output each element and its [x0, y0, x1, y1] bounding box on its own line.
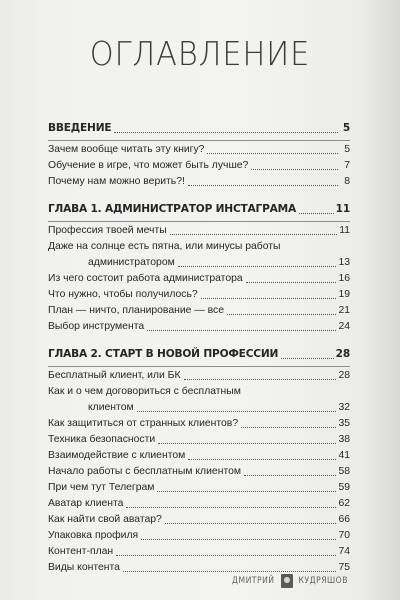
- toc-entry-label: Упаковка профиля: [48, 530, 139, 541]
- leader-dots: [207, 153, 338, 154]
- toc-entry[interactable]: [48, 303, 350, 319]
- toc-entry-label: Взаимодействие с клиентом: [48, 450, 186, 461]
- toc-page-number: 11: [339, 225, 350, 236]
- leader-dots: [123, 571, 337, 572]
- toc-entry[interactable]: [48, 432, 350, 448]
- section-divider: [48, 140, 350, 141]
- leader-dots: [165, 523, 337, 524]
- section-divider: [48, 366, 350, 367]
- page-title: ОГЛАВЛЕНИЕ: [89, 34, 311, 73]
- toc-page-number: 32: [338, 402, 350, 413]
- toc-entry-label-line-2: администратором: [88, 257, 175, 268]
- toc-section-intro: [48, 118, 350, 190]
- toc-heading-label: ГЛАВА 2. СТАРТ В НОВОЙ ПРОФЕССИИ: [48, 348, 279, 360]
- toc-page-number: 41: [338, 450, 350, 461]
- toc-entry[interactable]: [48, 158, 350, 174]
- toc-entry-label: Как защититься от странных клиентов?: [48, 418, 239, 429]
- toc-entry[interactable]: [48, 287, 350, 303]
- toc-section-chapter-2: [48, 344, 350, 576]
- leader-dots: [141, 539, 336, 540]
- leader-dots: [188, 459, 336, 460]
- author-first-name: ДМИТРИЙ: [232, 576, 275, 586]
- leader-dots: [178, 266, 337, 267]
- toc-entry-label: При чем тут Телеграм: [48, 482, 155, 493]
- toc-page-number: 58: [338, 466, 350, 477]
- toc-entry-label-line-2: клиентом: [88, 402, 134, 413]
- toc-entry-label: Начало работы с бесплатным клиентом: [48, 466, 242, 477]
- toc-entry-continuation: [48, 255, 350, 271]
- toc-entry[interactable]: [48, 142, 350, 158]
- toc-heading-chapter-2[interactable]: [48, 344, 350, 364]
- toc-entry-label: Виды контента: [48, 562, 120, 573]
- toc-page-number: 8: [344, 176, 350, 187]
- toc-entry-label: Что нужно, чтобы получилось?: [48, 289, 198, 300]
- toc-page-number: 5: [342, 122, 350, 134]
- toc-entry-label: Аватар клиента: [48, 498, 124, 509]
- author-last-name: КУДРЯШОВ: [298, 576, 348, 586]
- toc-page-number: 28: [335, 348, 350, 360]
- toc-heading-chapter-1[interactable]: [48, 199, 350, 219]
- toc-entry-multiline[interactable]: [48, 239, 350, 271]
- toc-entry[interactable]: [48, 448, 350, 464]
- leader-dots: [116, 555, 336, 556]
- toc-entry-label: Как найти свой аватар?: [48, 514, 162, 525]
- leader-dots: [244, 475, 336, 476]
- toc-entry[interactable]: [48, 512, 350, 528]
- toc-entry-label: Профессия твоей мечты: [48, 225, 167, 236]
- toc-page-number: 62: [338, 498, 350, 509]
- toc-page-number: 21: [338, 305, 350, 316]
- toc-entry[interactable]: [48, 544, 350, 560]
- leader-dots: [147, 330, 336, 331]
- toc-page-number: 24: [338, 321, 350, 332]
- toc-page-number: 11: [335, 203, 350, 215]
- toc-page-number: 16: [338, 273, 350, 284]
- leader-dots: [281, 358, 333, 359]
- toc-entry-label: Обучение в игре, что может быть лучше?: [48, 160, 249, 171]
- toc-entry[interactable]: [48, 528, 350, 544]
- toc-page-number: 59: [338, 482, 350, 493]
- leader-dots: [201, 298, 337, 299]
- toc-page-number: 13: [338, 257, 350, 268]
- leader-dots: [246, 282, 337, 283]
- toc-entry-label: План — ничто, планирование — все: [48, 305, 224, 316]
- toc-page-number: 75: [338, 562, 350, 573]
- toc-section-chapter-1: [48, 199, 350, 335]
- toc-page-number: 38: [338, 434, 350, 445]
- toc-entry-multiline[interactable]: [48, 384, 350, 416]
- toc-entry-label: Контент-план: [48, 546, 114, 557]
- toc-page-number: 74: [338, 546, 350, 557]
- toc-heading-label: ВВЕДЕНИЕ: [48, 122, 112, 134]
- toc-entry-label: Зачем вообще читать эту книгу?: [48, 144, 205, 155]
- toc-entry[interactable]: [48, 319, 350, 335]
- toc-entry-label: Бесплатный клиент, или БК: [48, 370, 181, 381]
- toc-page-number: 70: [338, 530, 350, 541]
- toc-page-number: 7: [344, 160, 350, 171]
- toc-entry-continuation: [48, 400, 350, 416]
- leader-dots: [170, 234, 338, 235]
- leader-dots: [299, 213, 334, 214]
- toc-entry[interactable]: [48, 480, 350, 496]
- toc-entry[interactable]: [48, 496, 350, 512]
- author-logo-icon: [281, 574, 293, 588]
- page-footer: [232, 574, 348, 588]
- toc-entry[interactable]: [48, 368, 350, 384]
- toc-heading-label: ГЛАВА 1. АДМИНИСТРАТОР ИНСТАГРАМА: [48, 203, 297, 215]
- toc-entry[interactable]: [48, 223, 350, 239]
- table-of-contents: [48, 118, 350, 585]
- toc-entry-label-line-1: Как и о чем договориться с бесплатным: [48, 386, 241, 397]
- leader-dots: [227, 314, 336, 315]
- leader-dots: [251, 169, 338, 170]
- leader-dots: [126, 507, 336, 508]
- toc-entry[interactable]: [48, 416, 350, 432]
- toc-page-number: 28: [338, 370, 350, 381]
- toc-entry-label: Из чего состоит работа администратора: [48, 273, 243, 284]
- toc-entry[interactable]: [48, 174, 350, 190]
- toc-entry-label: Выбор инструмента: [48, 321, 145, 332]
- toc-entry[interactable]: [48, 464, 350, 480]
- toc-page-number: 5: [344, 144, 350, 155]
- leader-dots: [137, 411, 337, 412]
- toc-page-number: 66: [338, 514, 350, 525]
- leader-dots: [158, 443, 336, 444]
- leader-dots: [184, 379, 337, 380]
- toc-page-number: 35: [338, 418, 350, 429]
- section-divider: [48, 221, 350, 222]
- leader-dots: [241, 427, 336, 428]
- toc-page-number: 19: [338, 289, 350, 300]
- toc-entry-label: Почему нам можно верить?!: [48, 176, 185, 187]
- toc-entry-label-line-1: Даже на солнце есть пятна, или минусы работы: [48, 241, 281, 252]
- toc-entry[interactable]: [48, 271, 350, 287]
- toc-heading-intro[interactable]: [48, 118, 350, 138]
- leader-dots: [157, 491, 336, 492]
- leader-dots: [188, 185, 338, 186]
- toc-entry-label: Техника безопасности: [48, 434, 156, 445]
- leader-dots: [114, 132, 338, 133]
